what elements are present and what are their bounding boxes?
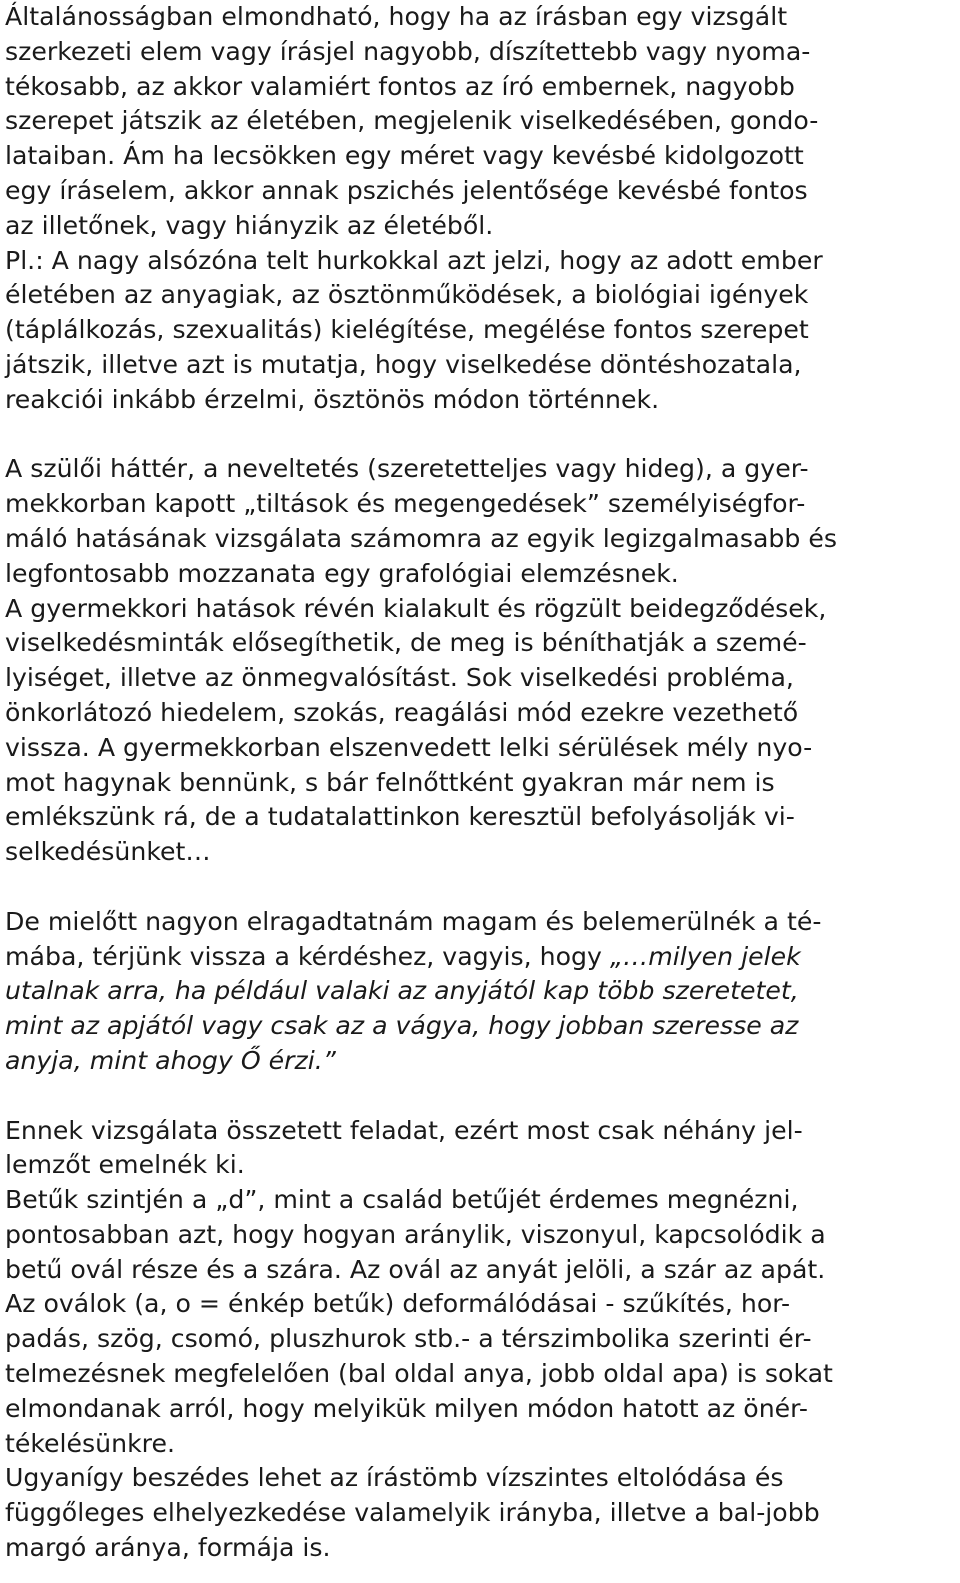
paragraph-spacer <box>5 870 955 905</box>
text-line: vissza. A gyermekkorban elszenvedett lelki sérülések mély nyo- <box>5 732 813 762</box>
text-line: életében az anyagiak, az ösztönműködések, a biológiai igények <box>5 280 809 310</box>
text-line: lataiban. Ám ha lecsökken egy méret vagy kevésbé kidolgozott <box>5 141 804 171</box>
text-line: az illetőnek, vagy hiányzik az életéből. <box>5 210 494 240</box>
text-line: lemzőt emelnék ki. <box>5 1150 245 1180</box>
italic-quote-line: mint az apjától vagy csak az a vágya, hogy jobban szeresse az <box>5 1011 799 1041</box>
italic-quote-line: anyja, mint ahogy Ő érzi.” <box>5 1045 336 1075</box>
text-line: Betűk szintjén a „d”, mint a család betűjét érdemes megnézni, <box>5 1185 799 1215</box>
text-line: (táplálkozás, szexualitás) kielégítése, megélése fontos szerepet <box>5 315 809 345</box>
italic-quote-span: „…milyen jelek <box>609 941 801 971</box>
text-line: tékelésünkre. <box>5 1428 175 1458</box>
text-line: A szülői háttér, a neveltetés (szeretetteljes vagy hideg), a gyer- <box>5 454 809 484</box>
text-span: mába, térjünk vissza a kérdéshez, vagyis, hogy <box>5 941 610 971</box>
text-line: margó aránya, formája is. <box>5 1533 331 1563</box>
paragraph-spacer <box>5 418 955 453</box>
text-line: tékosabb, az akkor valamiért fontos az író embernek, nagyobb <box>5 71 795 101</box>
paragraph-analysis <box>5 1114 955 1566</box>
paragraph-spacer <box>5 1079 955 1114</box>
text-line: máló hatásának vizsgálata számomra az egyik legizgalmasabb és <box>5 523 838 553</box>
text-line: mot hagynak bennünk, s bár felnőttként gyakran már nem is <box>5 767 775 797</box>
text-line: padás, szög, csomó, pluszhurok stb.- a térszimbolika szerinti ér- <box>5 1324 812 1354</box>
text-line: szerepet játszik az életében, megjelenik viselkedésében, gondo- <box>5 106 819 136</box>
text-line: pontosabban azt, hogy hogyan aránylik, viszonyul, kapcsolódik a <box>5 1219 826 1249</box>
text-line: selkedésünket… <box>5 837 211 867</box>
paragraph-parental-background <box>5 452 955 870</box>
text-line: Ugyanígy beszédes lehet az írástömb vízszintes eltolódása és <box>5 1463 784 1493</box>
text-line: telmezésnek megfelelően (bal oldal anya, jobb oldal apa) is sokat <box>5 1359 833 1389</box>
text-line: reakciói inkább érzelmi, ösztönös módon történnek. <box>5 384 660 414</box>
paragraph-question <box>5 905 955 1079</box>
text-line: játszik, illetve azt is mutatja, hogy viselkedése döntéshozatala, <box>5 349 802 379</box>
text-line: Az oválok (a, o = énkép betűk) deformálódásai - szűkítés, hor- <box>5 1289 791 1319</box>
italic-quote-line: utalnak arra, ha például valaki az anyjától kap több szeretetet, <box>5 976 799 1006</box>
text-line: betű ovál része és a szára. Az ovál az anyát jelöli, a szár az apát. <box>5 1254 826 1284</box>
text-line: De mielőtt nagyon elragadtatnám magam és belemerülnék a té- <box>5 906 822 936</box>
document-page <box>5 0 955 1566</box>
paragraph-intro <box>5 0 955 418</box>
text-line: legfontosabb mozzanata egy grafológiai elemzésnek. <box>5 558 679 588</box>
text-line: elmondanak arról, hogy melyikük milyen módon hatott az önér- <box>5 1393 808 1423</box>
text-line: lyiséget, illetve az önmegvalósítást. Sok viselkedési probléma, <box>5 663 794 693</box>
text-line: viselkedésminták elősegíthetik, de meg is béníthatják a szemé- <box>5 628 807 658</box>
text-line: egy íráselem, akkor annak pszichés jelentősége kevésbé fontos <box>5 175 808 205</box>
text-line: mekkorban kapott „tiltások és megengedések” személyiségfor- <box>5 489 806 519</box>
text-line: szerkezeti elem vagy írásjel nagyobb, díszítettebb vagy nyoma- <box>5 36 811 66</box>
text-line: függőleges elhelyezkedése valamelyik irányba, illetve a bal-jobb <box>5 1498 820 1528</box>
text-line: Általánosságban elmondható, hogy ha az írásban egy vizsgált <box>5 2 788 31</box>
text-line: A gyermekkori hatások révén kialakult és rögzült beidegződések, <box>5 593 827 623</box>
text-line: önkorlátozó hiedelem, szokás, reagálási mód ezekre vezethető <box>5 697 799 727</box>
text-line: emlékszünk rá, de a tudatalattinkon keresztül befolyásolják vi- <box>5 802 795 832</box>
text-line: Pl.: A nagy alsózóna telt hurkokkal azt jelzi, hogy az adott ember <box>5 245 823 275</box>
text-line: Ennek vizsgálata összetett feladat, ezért most csak néhány jel- <box>5 1115 803 1145</box>
text-line-mixed <box>5 940 955 975</box>
